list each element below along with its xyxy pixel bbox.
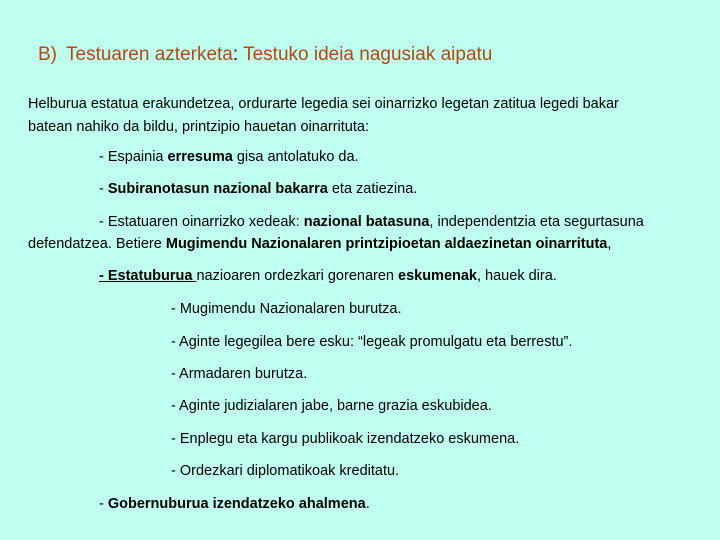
text: eta zatiezina. [327,181,418,197]
power-item: - Aginte judizialaren jabe, barne grazia eskubidea. [171,398,492,414]
text: - [99,496,108,512]
text: , hauek dira. [477,268,557,284]
text: - Estatuaren oinarrizko xedeak: [99,214,304,230]
title-part2: Testuko ideia nagusiak aipatu [238,44,493,65]
text: - Espainia [99,149,168,165]
bold-text: Subiranotasun nazional bakarra [107,181,328,197]
title-part1: Testuaren azterketa [66,44,233,65]
intro-line-1: Helburua estatua erakundetzea, ordurarte legedia sei oinarrizko legetan zatitua legedi bakar [28,96,619,112]
text: . [365,496,370,512]
bold-text: Gobernuburua izendatzeko ahalmena [107,496,366,512]
principle-goals-line-1 [99,212,644,233]
text: , [607,236,612,252]
bold-text: nazional batasuna [303,214,430,230]
title-colon: : [232,44,239,65]
power-item: - Aginte legegilea bere esku: “legeak promulgatu eta berrestu”. [171,334,573,350]
power-item: - Ordezkari diplomatikoak kreditatu. [171,463,400,479]
principle-kingdom [99,147,359,168]
bold-text: erresuma [167,149,233,165]
text: defendatzea. Betiere [28,236,166,252]
principle-goals-line-2 [28,234,611,255]
intro-line-2: batean nahiko da bildu, printzipio hauetan oinarrituta: [28,119,369,135]
text: nazioaren ordezkari gorenaren [196,268,398,284]
text: gisa antolatuko da. [232,149,359,165]
power-item: - Enplegu eta kargu publikoak izendatzeko eskumena. [171,431,520,447]
power-item: - Mugimendu Nazionalaren burutza. [171,301,402,317]
text: , independentzia eta segurtasuna [429,214,644,230]
principle-sovereignty [99,179,417,200]
title-label: B) [38,44,57,65]
principle-head-of-state [99,266,557,287]
slide-title [38,44,492,66]
bold-text: Mugimendu Nazionalaren printzipioetan aldaezinetan oinarrituta [165,236,608,252]
power-item: - Armadaren burutza. [171,366,308,382]
bold-text: eskumenak [398,268,477,284]
principle-government-head [99,494,370,515]
text: - [99,181,108,197]
underlined-text: - Estatuburua [99,268,197,284]
